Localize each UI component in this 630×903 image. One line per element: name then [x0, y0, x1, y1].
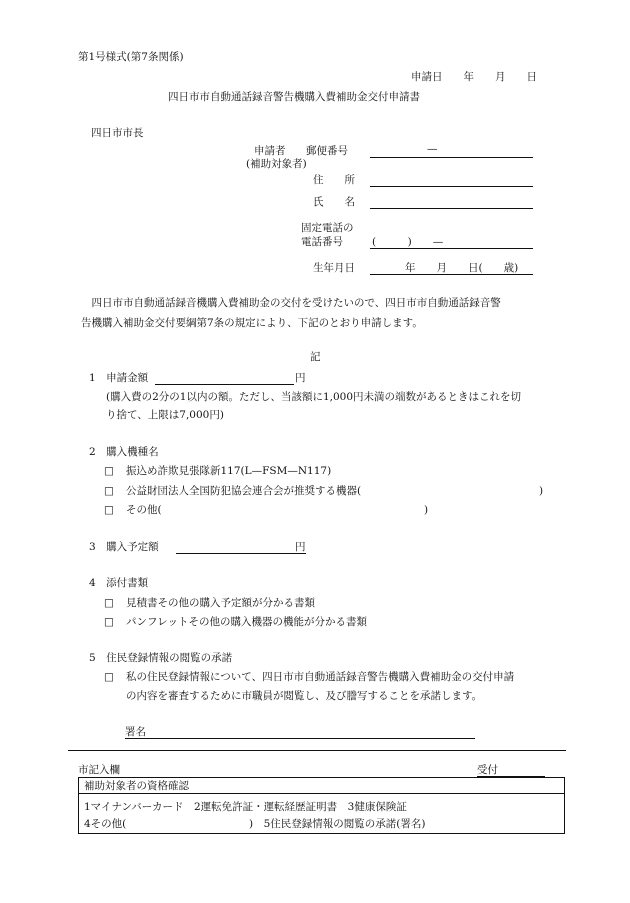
eligibility-title: 補助対象者の資格確認 — [84, 780, 189, 792]
postal-label: 郵便番号 — [306, 145, 348, 157]
address-field[interactable] — [370, 186, 533, 187]
consent-line-2: の内容を審査するために市職員が閲覧し、及び謄写することを承諾します。 — [126, 690, 483, 702]
body-line-1: 四日市市自動通話録音機購入費補助金の交付を受けたいので、四日市市自動通話録音警 — [81, 297, 501, 309]
eligibility-box-divider — [79, 793, 564, 794]
checkbox-model-1[interactable]: □ — [104, 465, 114, 477]
eligibility-line-2a: 4その他( — [84, 818, 127, 830]
postal-field[interactable] — [370, 157, 533, 158]
attachment-option-1: 見積書その他の購入予定額が分かる書類 — [126, 597, 315, 609]
section1-heading: 1 申請金額 — [89, 372, 149, 384]
phone-label-1: 固定電話の — [301, 222, 354, 234]
model-option-3-close: ) — [424, 504, 429, 516]
postal-separator: — — [427, 143, 438, 155]
request-amount-field[interactable] — [155, 384, 294, 385]
section-divider — [68, 750, 566, 751]
birth-format: 年 月 日( 歳) — [405, 262, 519, 274]
ki-label: 記 — [310, 351, 321, 363]
form-number: 第1号様式(第7条関係) — [78, 51, 184, 63]
consent-line-1: 私の住民登録情報について、四日市市自動通話録音警告機購入費補助金の交付申請 — [126, 671, 515, 683]
addressee: 四日市市長 — [91, 127, 144, 139]
phone-format: ( ) — — [372, 236, 444, 248]
signature-label: 署名 — [125, 726, 146, 738]
checkbox-consent[interactable]: □ — [104, 671, 114, 683]
body-line-2: 告機購入補助金交付要綱第7条の規定により、下記のとおり申請します。 — [81, 317, 423, 329]
section1-note-2: り捨て、上限は7,000円) — [106, 409, 224, 421]
section1-note-1: (購入費の2分の1以内の額。ただし、当該額に1,000円未満の端数があるときはこれを切 — [106, 391, 522, 403]
section3-unit: 円 — [295, 541, 306, 553]
birth-field[interactable] — [370, 274, 533, 275]
planned-amount-field[interactable] — [176, 553, 306, 554]
checkbox-model-2[interactable]: □ — [104, 485, 114, 497]
applicant-label: 申請者 — [254, 145, 286, 157]
model-option-1: 振込め詐欺見張隊新117(L—FSM—N117) — [126, 465, 332, 477]
form-title: 四日市市自動通話録音警告機購入費補助金交付申請書 — [168, 91, 420, 103]
application-date: 申請日 年 月 日 — [411, 71, 537, 83]
checkbox-model-3[interactable]: □ — [104, 504, 114, 516]
attachment-option-2: パンフレットその他の購入機器の機能が分かる書類 — [126, 616, 367, 628]
address-label: 住 所 — [313, 174, 355, 186]
received-label: 受付 — [477, 764, 498, 776]
phone-field[interactable] — [370, 248, 533, 249]
section2-heading: 2 購入機種名 — [89, 446, 159, 458]
section3-heading: 3 購入予定額 — [89, 541, 159, 553]
office-use-label: 市記入欄 — [78, 764, 120, 776]
applicant-sub-label: (補助対象者) — [246, 158, 307, 170]
name-label: 氏 名 — [313, 196, 355, 208]
section1-unit: 円 — [295, 372, 306, 384]
birth-label: 生年月日 — [313, 262, 355, 274]
signature-field[interactable] — [125, 738, 475, 739]
eligibility-line-2b: ) 5住民登録情報の閲覧の承諾(署名) — [249, 818, 426, 830]
model-option-3: その他( — [126, 504, 162, 516]
section5-heading: 5 住民登録情報の閲覧の承諾 — [89, 652, 233, 664]
model-option-2: 公益財団法人全国防犯協会連合会が推奨する機器( — [126, 485, 362, 497]
name-field[interactable] — [370, 208, 533, 209]
eligibility-line-1: 1マイナンバーカード 2運転免許証・運転経歴証明書 3健康保険証 — [84, 801, 407, 813]
checkbox-attach-1[interactable]: □ — [104, 597, 114, 609]
model-option-2-close: ) — [539, 485, 544, 497]
phone-label-2: 電話番号 — [301, 236, 343, 248]
checkbox-attach-2[interactable]: □ — [104, 616, 114, 628]
section4-heading: 4 添付書類 — [89, 577, 149, 589]
